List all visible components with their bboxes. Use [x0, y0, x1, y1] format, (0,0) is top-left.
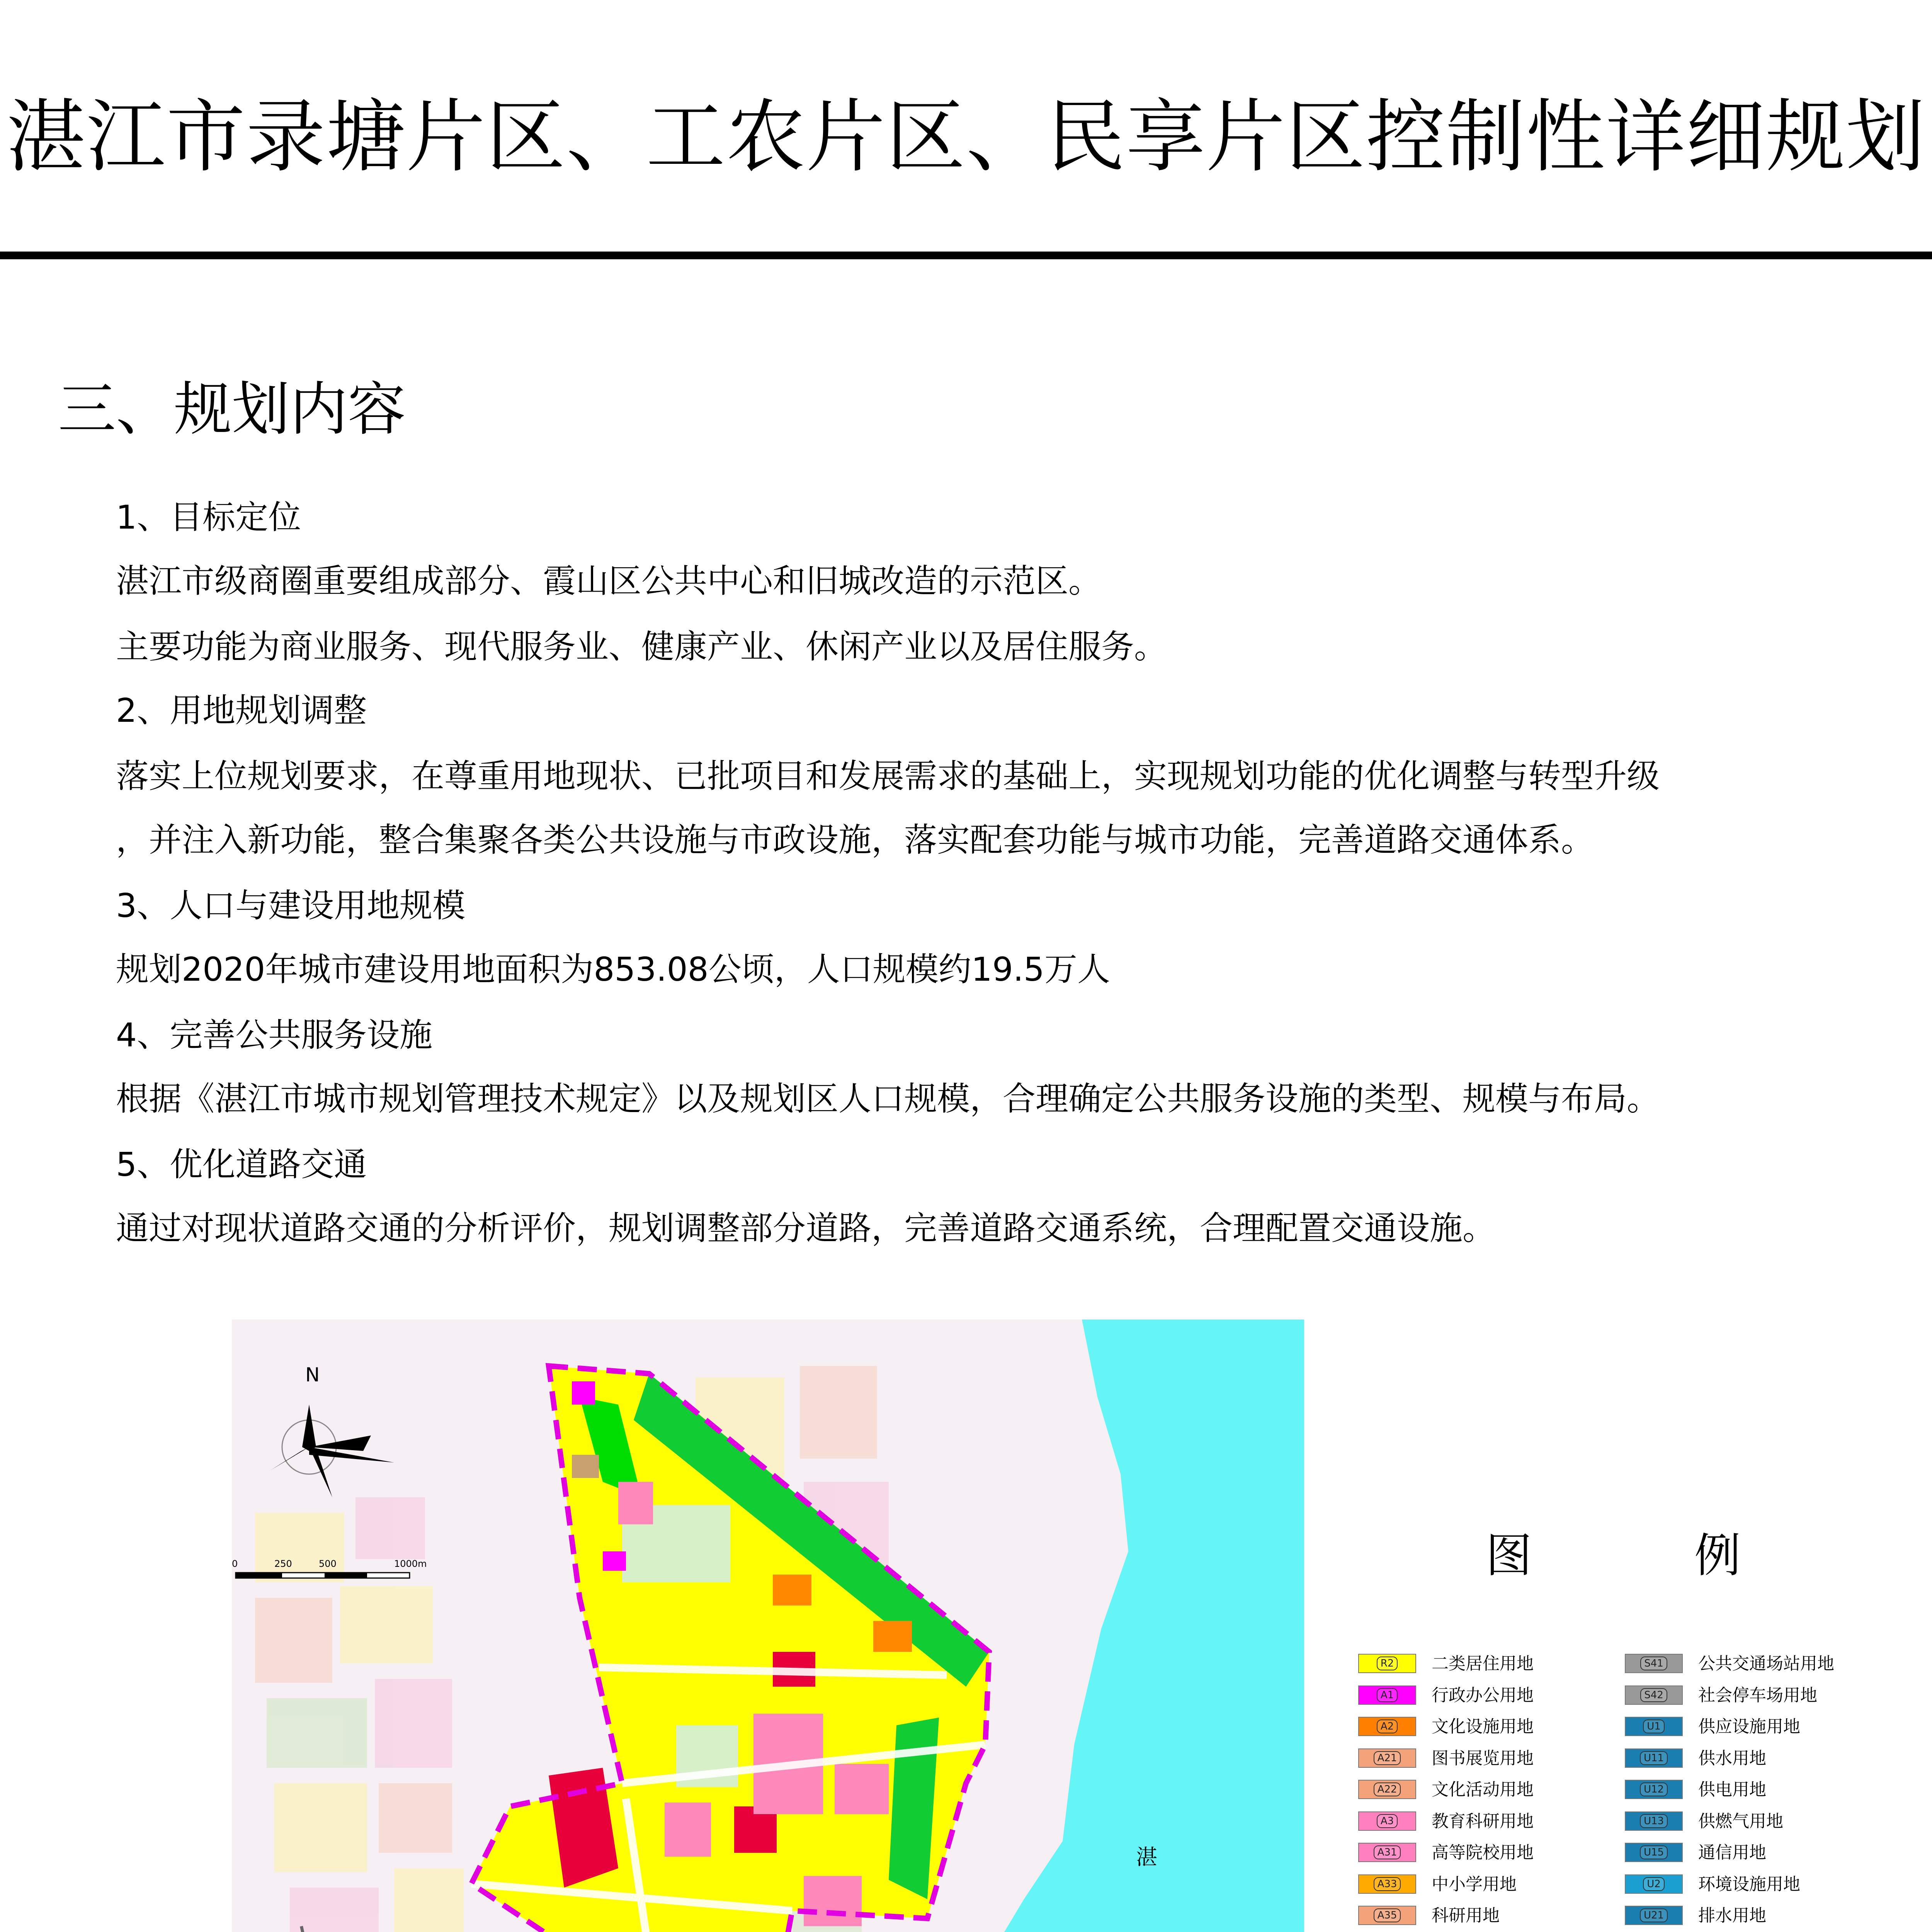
- legend-item: [1625, 1682, 1872, 1709]
- water-label: 湛: [1136, 1845, 1158, 1869]
- legend-label: 中小学用地: [1432, 1874, 1517, 1894]
- scale-label: 1000m: [394, 1558, 427, 1569]
- legend-code: A3: [1377, 1814, 1398, 1828]
- legend-label: 文化活动用地: [1432, 1780, 1534, 1799]
- paragraph: 落实上位规划要求，在尊重用地现状、已批项目和发展需求的基础上，实现规划功能的优化调整与转型升级: [116, 757, 1660, 796]
- legend-code: U21: [1640, 1908, 1668, 1922]
- legend-item: [1358, 1839, 1605, 1866]
- legend-swatch: [1625, 1780, 1683, 1799]
- legend-code: A22: [1374, 1782, 1401, 1796]
- paragraph: ，并注入新功能，整合集聚各类公共设施与市政设施，落实配套功能与城市功能，完善道路交通体系。: [116, 821, 1594, 859]
- legend-label: 社会停车场用地: [1698, 1685, 1817, 1705]
- paragraph: 湛江市级商圈重要组成部分、霞山区公共中心和旧城改造的示范区。: [116, 562, 1102, 600]
- legend-swatch: [1358, 1843, 1416, 1862]
- legend-item: [1358, 1713, 1605, 1740]
- legend-item: [1625, 1902, 1872, 1929]
- legend-code: R2: [1377, 1656, 1398, 1670]
- scale-label: 500: [319, 1558, 337, 1569]
- legend-item: [1625, 1713, 1872, 1740]
- legend-swatch: [1625, 1843, 1683, 1862]
- legend-item: [1358, 1808, 1605, 1835]
- legend-swatch: [1625, 1748, 1683, 1768]
- land-use-map: [232, 1320, 1304, 1932]
- legend-swatch: [1358, 1654, 1416, 1673]
- legend-item: [1358, 1650, 1605, 1677]
- title-divider: [0, 252, 1932, 259]
- legend-label: 图书展览用地: [1432, 1748, 1534, 1768]
- heading-goal: 1、目标定位: [116, 498, 301, 537]
- legend-code: U1: [1643, 1719, 1665, 1733]
- legend-label: 供水用地: [1698, 1748, 1766, 1768]
- legend-title: 图 例: [1486, 1529, 1799, 1583]
- legend-label: 环境设施用地: [1698, 1874, 1800, 1894]
- legend-label: 高等院校用地: [1432, 1843, 1534, 1862]
- legend-label: 通信用地: [1698, 1843, 1766, 1862]
- legend-code: A33: [1374, 1877, 1401, 1891]
- legend-item: [1358, 1776, 1605, 1803]
- legend-swatch: [1358, 1906, 1416, 1925]
- legend-label: 排水用地: [1698, 1906, 1766, 1925]
- legend-item: [1358, 1902, 1605, 1929]
- legend-swatch: [1625, 1874, 1683, 1894]
- heading-facilities: 4、完善公共服务设施: [116, 1016, 433, 1054]
- legend-code: U15: [1640, 1845, 1668, 1859]
- legend-label: 供燃气用地: [1698, 1811, 1783, 1831]
- legend-label: 行政办公用地: [1432, 1685, 1534, 1705]
- legend-code: A35: [1374, 1908, 1401, 1922]
- legend-label: 供应设施用地: [1698, 1717, 1800, 1736]
- legend-code: A21: [1374, 1751, 1401, 1765]
- legend-code: U2: [1643, 1877, 1665, 1891]
- paragraph: 根据《湛江市城市规划管理技术规定》以及规划区人口规模，合理确定公共服务设施的类型、规模与布局。: [116, 1080, 1660, 1118]
- legend-swatch: [1625, 1685, 1683, 1705]
- legend-item: [1358, 1871, 1605, 1898]
- scale-label: 0: [232, 1558, 238, 1569]
- legend-item: [1358, 1682, 1605, 1709]
- legend-item: [1625, 1776, 1872, 1803]
- legend-swatch: [1625, 1906, 1683, 1925]
- heading-landuse: 2、用地规划调整: [116, 692, 367, 730]
- scale-label: 250: [274, 1558, 292, 1569]
- page-title: 湛江市录塘片区、工农片区、民享片区控制性详细规划: [6, 91, 1926, 183]
- legend-swatch: [1625, 1717, 1683, 1736]
- legend: [1358, 1529, 1861, 1932]
- legend-label: 二类居住用地: [1432, 1654, 1534, 1673]
- legend-swatch: [1358, 1748, 1416, 1768]
- legend-code: A1: [1377, 1688, 1398, 1702]
- section-title: 三、规划内容: [58, 376, 406, 443]
- heading-population: 3、人口与建设用地规模: [116, 887, 466, 925]
- legend-swatch: [1358, 1717, 1416, 1736]
- legend-item: [1625, 1745, 1872, 1772]
- north-label: N: [305, 1364, 320, 1386]
- legend-swatch: [1625, 1654, 1683, 1673]
- legend-swatch: [1625, 1811, 1683, 1831]
- land-use-map-svg: [232, 1320, 1304, 1932]
- legend-label: 科研用地: [1432, 1906, 1500, 1925]
- legend-swatch: [1358, 1685, 1416, 1705]
- legend-label: 公共交通场站用地: [1698, 1654, 1834, 1673]
- legend-swatch: [1358, 1874, 1416, 1894]
- legend-label: 文化设施用地: [1432, 1717, 1534, 1736]
- legend-item: [1358, 1745, 1605, 1772]
- legend-item: [1625, 1808, 1872, 1835]
- legend-label: 教育科研用地: [1432, 1811, 1534, 1831]
- legend-swatch: [1358, 1811, 1416, 1831]
- legend-code: S42: [1640, 1688, 1667, 1702]
- legend-code: A2: [1377, 1719, 1398, 1733]
- legend-code: S41: [1640, 1656, 1667, 1670]
- paragraph: 主要功能为商业服务、现代服务业、健康产业、休闲产业以及居住服务。: [116, 628, 1167, 666]
- legend-code: A31: [1374, 1845, 1401, 1859]
- legend-item: [1625, 1871, 1872, 1898]
- legend-code: U12: [1640, 1782, 1668, 1796]
- paragraph: 规划2020年城市建设用地面积为853.08公顷，人口规模约19.5万人: [116, 951, 1110, 989]
- legend-code: U13: [1640, 1814, 1668, 1828]
- heading-traffic: 5、优化道路交通: [116, 1146, 367, 1184]
- legend-item: [1625, 1650, 1872, 1677]
- legend-code: U11: [1640, 1751, 1668, 1765]
- legend-item: [1625, 1839, 1872, 1866]
- legend-label: 供电用地: [1698, 1780, 1766, 1799]
- legend-swatch: [1358, 1780, 1416, 1799]
- paragraph: 通过对现状道路交通的分析评价，规划调整部分道路，完善道路交通系统，合理配置交通设施。: [116, 1209, 1496, 1248]
